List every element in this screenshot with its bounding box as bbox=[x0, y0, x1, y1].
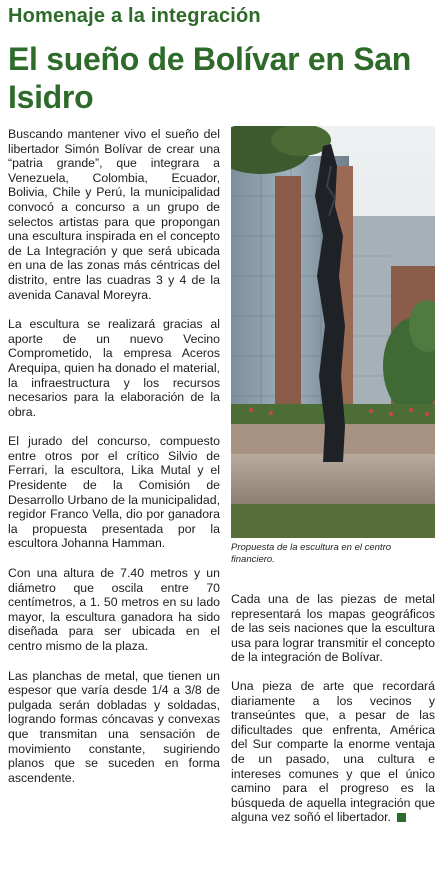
kicker: Homenaje a la integración bbox=[8, 5, 261, 27]
paragraph: Con una altura de 7.40 metros y un diámetro que oscila entre 70 centímetros, a 1. 50 metros en su lado mayor, la escultura ganadora ha sido diseñada para ser ubicada en el centro mismo de la plaza. bbox=[8, 566, 220, 653]
headline: El sueño de Bolívar en San Isidro bbox=[8, 41, 411, 115]
right-column bbox=[231, 592, 435, 839]
end-mark-square bbox=[397, 813, 406, 822]
paragraph: Las planchas de metal, que tienen un espesor que varía desde 1/4 a 3/8 de pulgada serán dobladas y soldadas, logrando formas cóncavas y convexas que transmitan una sensación de movimiento constante, sugiriendo planos que se suceden en forma ascendente. bbox=[8, 668, 220, 785]
photo-caption: Propuesta de la escultura en el centro financiero. bbox=[231, 542, 392, 565]
paragraph: Cada una de las piezas de metal representará los mapas geográficos de las seis naciones que la escultura usa para lograr transmitir el concepto de la integración de Bolívar. bbox=[231, 592, 435, 665]
paragraph: Buscando mantener vivo el sueño del libertador Simón Bolívar de crear una “patria grande”, que integrara a Venezuela, Colombia, Ecuador, Bolivia, Chile y Perú, la municipalidad convocó a concurso a un grupo de selectos artistas para que propongan una escultura inspirada en el concepto de La Integración y que será ubicada en una de las zonas más céntricas del distrito, entre las cuadras 3 y 4 de la avenida Canaval Moreyra. bbox=[8, 127, 220, 302]
left-column bbox=[8, 127, 220, 800]
paragraph bbox=[231, 679, 435, 825]
paragraph: El jurado del concurso, compuesto entre otros por el crítico Silvio de Ferrari, la escultora, Lika Mutal y el Presidente de la Comisión de Desarrollo Urbano de la municipalidad, regidor Franco Vella, dio por ganadora la propuesta presentada por la escultora Johanna Hamman. bbox=[8, 434, 220, 551]
paragraph-text: Una pieza de arte que recordará diariamente a los vecinos y transeúntes que, a pesar de las dificultades que enfrenta, América del Sur comparte la enorme ventaja de un pasado, una cultura e intereses comunes y que el único camino para el progreso es la búsqueda de aquella integración que alguna vez soñó el libertador. bbox=[231, 678, 435, 825]
sculpture-photo bbox=[231, 126, 435, 538]
paragraph: La escultura se realizará gracias al aporte de un nuevo Vecino Comprometido, la empresa Aceros Arequipa, quien ha donado el material, la infraestructura y los recursos necesarios para la elaboración de la obra. bbox=[8, 317, 220, 419]
